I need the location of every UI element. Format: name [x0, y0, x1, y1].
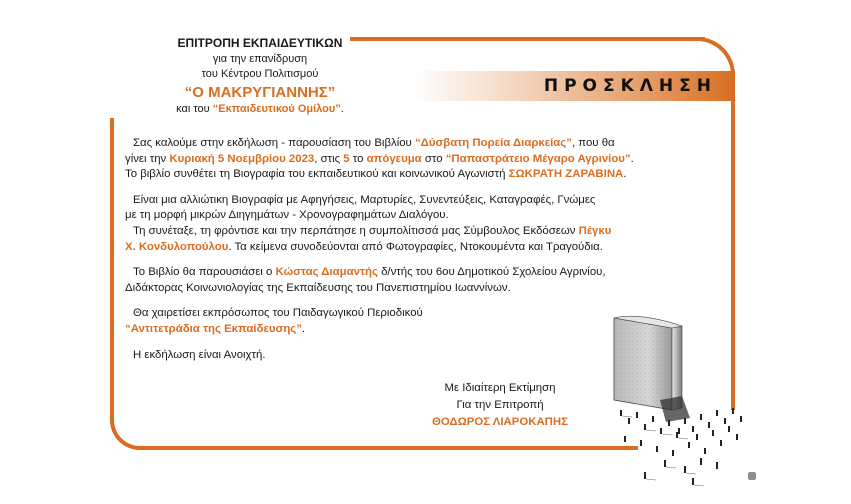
book-with-crowd-illustration	[600, 300, 760, 500]
paragraph-4: Θα χαιρετίσει εκπρόσωπος του Παιδαγωγικού Περιοδικού “Αντιτετράδια της Εκπαίδευσης”.	[125, 307, 423, 335]
paragraph-1: Σας καλούμε στην εκδήλωση - παρουσίαση του Βιβλίου “Δύσβατη Πορεία Διαρκείας”, που θα γίνει την Κυριακή 5 Νοεμβρίου 2023, στις 5 το απόγευμα στο “Παπαστράτειο Μέγαρο Αγρινίου”. Το βιβλίο συνθέτει τη Βιογραφία του εκπαιδευτικού και κοινωνικού Αγωνιστή ΣΩΚΡΑΤΗ ΖΑΡΑΒΙΝΑ.	[125, 137, 634, 181]
committee-line: Για την Επιτροπή	[456, 399, 544, 411]
header-line-5: και του “Εκπαιδευτικού Ομίλου”.	[176, 102, 344, 115]
signatory-name: ΘΟΔΩΡΟΣ ΛΙΑΡΟΚΑΠΗΣ	[432, 416, 568, 428]
journal-name: “Αντιτετράδια της Εκπαίδευσης”	[125, 322, 302, 335]
closing-line: Με Ιδιαίτερη Εκτίμηση	[444, 382, 556, 394]
frame-bottom-left-corner	[110, 410, 150, 450]
title-banner	[412, 71, 735, 101]
frame-top-line	[350, 37, 705, 41]
book-title: “Δύσβατη Πορεία Διαρκείας”	[414, 137, 572, 149]
paragraph-3: Το Βιβλίο θα παρουσιάσει ο Κώστας Διαμαντής δ/ντής του 6ου Δημοτικού Σχολείου Αγρινίου, Διδάκτορας Κοινωνιολογίας της Εκπαίδευσης του Πανεπιστημίου Ιωαννίνων.	[125, 266, 606, 294]
group-name: “Εκπαιδευτικού Ομίλου”	[212, 102, 341, 115]
event-period: απόγευμα	[366, 152, 422, 165]
header-block	[130, 36, 390, 117]
paragraph-2: Είναι μια αλλιώτικη Βιογραφία με Αφηγήσεις, Μαρτυρίες, Συνεντεύξεις, Καταγραφές, Γνώμες με τη μορφή μικρών Διηγημάτων - Χρονογραφημάτων Διαλόγου. Τη συνέταξε, τη φρόντισε και την περπάτησε η συμπολίτισσά μας Σύμβουλος Εκδόσεων Πέγκυ Χ. Κονδυλοπούλου. Τα κείμενα συνοδεύονται από Φωτογραφίες, Ντοκουμέντα και Τραγούδια.	[125, 193, 612, 253]
presenter-name: Κώστας Διαμαντής	[275, 266, 378, 279]
biography-subject: ΣΩΚΡΑΤΗ ΖΑΡΑΒΙΝΑ	[508, 168, 624, 181]
editor-name-part1: Πέγκυ	[578, 224, 612, 237]
signature-block	[385, 380, 615, 431]
event-venue: “Παπαστράτειο Μέγαρο Αγρινίου”	[445, 152, 631, 165]
page-title: ΠΡΟΣΚΛΗΣΗ	[543, 76, 717, 96]
organization-name: ΕΠΙΤΡΟΠΗ ΕΚΠΑΙΔΕΥΤΙΚΩΝ	[177, 36, 343, 50]
center-name: “Ο ΜΑΚΡΥΓΙΑΝΝΗΣ”	[184, 83, 336, 101]
editor-name-part2: Χ. Κονδυλοπούλου	[125, 240, 229, 253]
paragraph-5: Η εκδήλωση είναι Ανοιχτή.	[133, 348, 266, 361]
header-line-2: για την επανίδρυση	[212, 52, 308, 65]
frame-left-line	[110, 118, 114, 418]
frame-bottom-line	[148, 446, 638, 450]
book-icon	[600, 300, 760, 500]
header-line-3: του Κέντρου Πολιτισμού	[201, 68, 319, 80]
event-date: Κυριακή 5 Νοεμβρίου 2023	[169, 152, 315, 165]
event-hour: 5	[343, 152, 350, 165]
